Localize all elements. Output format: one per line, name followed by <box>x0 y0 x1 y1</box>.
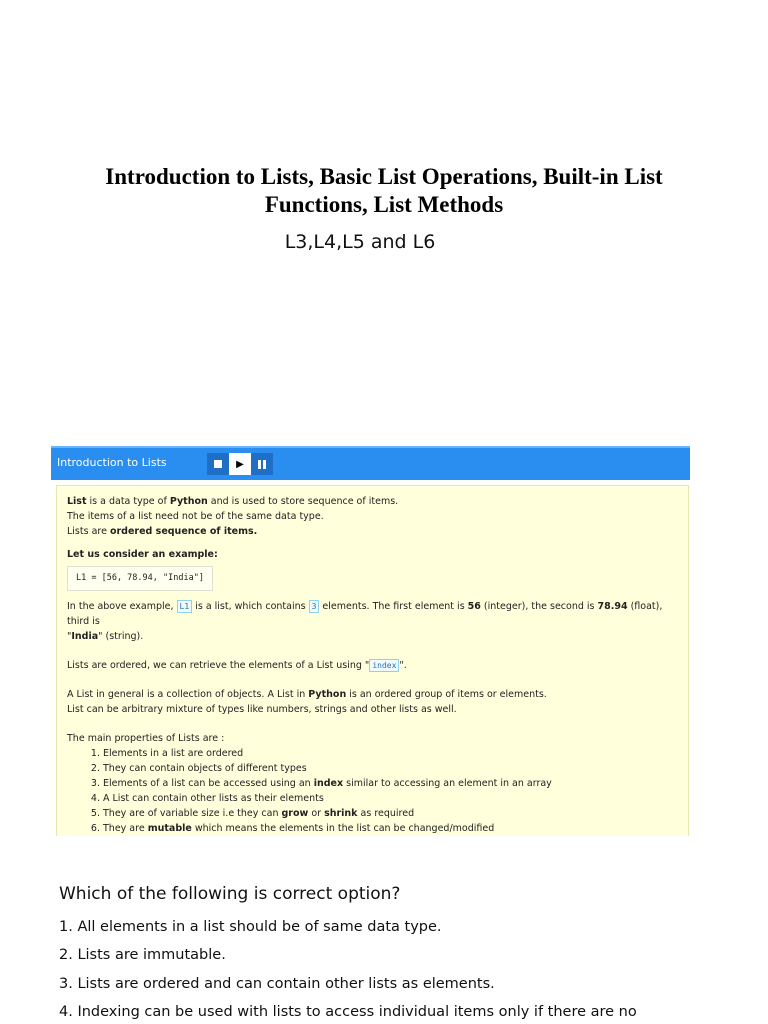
option-1: 1. All elements in a list should be of same data type. <box>59 919 442 935</box>
text: similar to accessing an element in an array <box>343 778 552 789</box>
code-chip: L1 <box>177 600 193 613</box>
slide-subtitle: L3,L4,L5 and L6 <box>284 231 436 253</box>
bold-term: Python <box>169 496 208 507</box>
code-chip: index <box>369 659 399 672</box>
text-line <box>67 629 678 644</box>
code-example: L1 = [56, 78.94, "India"] <box>67 566 213 591</box>
playback-controls <box>207 453 273 475</box>
text-line: List can be arbitrary mixture of types like numbers, strings and other lists as well. <box>67 704 457 715</box>
bold-term: Let us consider an example: <box>67 549 218 560</box>
text: A List in general is a collection of objects. A List in <box>67 689 309 700</box>
text: They are <box>103 823 148 834</box>
text: is an ordered group of items or elements. <box>346 689 547 700</box>
list-item <box>103 806 678 821</box>
slide-title <box>30 163 738 219</box>
bold-term: 56 <box>467 601 481 612</box>
text: " (string). <box>98 631 144 642</box>
text: and is used to store sequence of items. <box>207 496 399 507</box>
list-item <box>103 821 678 836</box>
panel-title: Introduction to Lists <box>57 456 167 469</box>
text-line <box>67 524 678 539</box>
example-heading <box>67 547 678 562</box>
title-line-2: Functions, List Methods <box>264 192 504 217</box>
text-line <box>67 599 678 629</box>
stop-button[interactable] <box>207 453 229 475</box>
list-item: 4. A List can contain other lists as their elements <box>103 791 678 806</box>
option-2: 2. Lists are immutable. <box>59 947 226 963</box>
text: or <box>308 808 325 819</box>
list-item <box>103 776 678 791</box>
text-line: The items of a list need not be of the same data type. <box>67 511 324 522</box>
text: as required <box>357 808 415 819</box>
question-text: Which of the following is correct option? <box>59 884 401 904</box>
panel-body <box>56 485 689 836</box>
bold-term: Python <box>308 689 347 700</box>
text: In the above example, <box>67 601 177 612</box>
text: They are of variable size i.e they can <box>103 808 282 819</box>
pause-button[interactable] <box>251 453 273 475</box>
text-line <box>67 658 678 673</box>
play-icon: ▶ <box>236 458 244 470</box>
option-3: 3. Lists are ordered and can contain other lists as elements. <box>59 976 495 992</box>
text: (float), third is <box>67 601 663 627</box>
list-item: 2. They can contain objects of different types <box>103 761 678 776</box>
title-line-1: Introduction to Lists, Basic List Operations, Built-in List <box>105 164 663 189</box>
code-chip: 3 <box>309 600 320 613</box>
text: which means the elements in the list can be changed/modified <box>191 823 495 834</box>
text: is a data type of <box>86 496 170 507</box>
text: Lists are <box>67 526 110 537</box>
text: elements. The first element is <box>319 601 468 612</box>
text: ". <box>399 660 407 671</box>
list-item: 1. Elements in a list are ordered <box>103 746 678 761</box>
text: Lists are ordered, we can retrieve the elements of a List using " <box>67 660 370 671</box>
play-button[interactable] <box>229 453 251 475</box>
text-line <box>67 687 678 702</box>
text: (integer), the second is <box>480 601 598 612</box>
pause-icon <box>258 460 266 469</box>
panel-header <box>51 446 690 480</box>
option-4: 4. Indexing can be used with lists to access individual items only if there are no <box>59 1004 637 1020</box>
bold-term: ordered sequence of items. <box>109 526 258 537</box>
bold-term: India <box>71 631 99 642</box>
bold-term: 78.94 <box>597 601 628 612</box>
properties-heading: The main properties of Lists are : <box>67 733 225 744</box>
lesson-panel <box>51 446 690 836</box>
properties-list <box>67 746 678 836</box>
text: " <box>67 631 72 642</box>
text: is a list, which contains <box>192 601 309 612</box>
text-line <box>67 494 678 509</box>
bold-term: grow <box>281 808 309 819</box>
bold-term: shrink <box>324 808 358 819</box>
stop-icon <box>214 460 222 468</box>
bold-term: mutable <box>147 823 192 834</box>
bold-term: List <box>67 496 87 507</box>
bold-term: index <box>313 778 344 789</box>
text: Elements of a list can be accessed using an <box>103 778 314 789</box>
